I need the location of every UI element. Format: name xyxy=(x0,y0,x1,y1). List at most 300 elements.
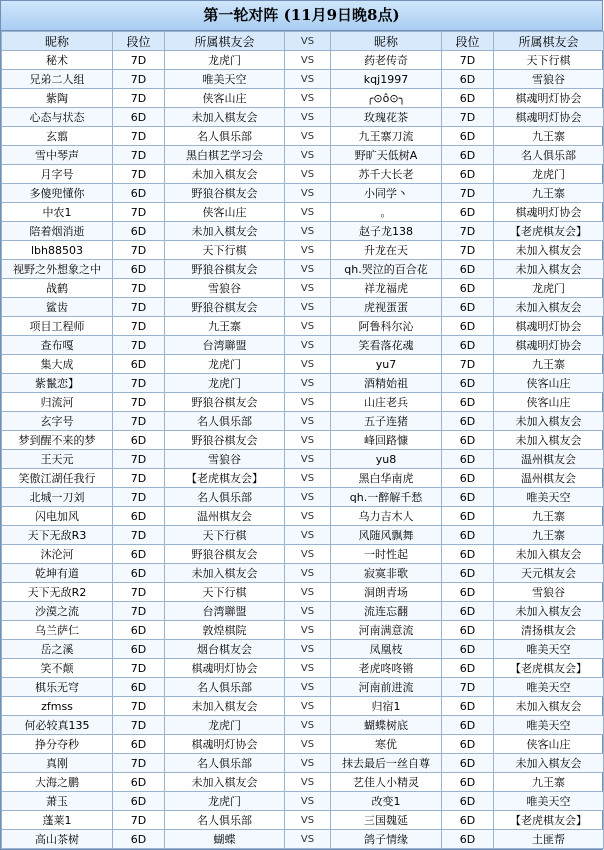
rank-b-cell: 6D xyxy=(442,735,494,754)
nickname-b-cell: 寂寞非歌 xyxy=(331,564,442,583)
header-rank-b: 段位 xyxy=(442,32,494,51)
nickname-a-cell: zfmss xyxy=(2,697,113,716)
club-b-cell: 未加入棋友会 xyxy=(494,602,604,621)
rank-a-cell: 6D xyxy=(113,792,165,811)
vs-cell: VS xyxy=(285,146,331,165)
club-b-cell: 未加入棋友会 xyxy=(494,545,604,564)
club-b-cell: 棋魂明灯协会 xyxy=(494,336,604,355)
vs-cell: VS xyxy=(285,792,331,811)
club-a-cell: 名人俱乐部 xyxy=(165,127,285,146)
rank-a-cell: 7D xyxy=(113,469,165,488)
table-row xyxy=(2,393,604,412)
club-b-cell: 【老虎棋友会】 xyxy=(494,659,604,678)
vs-cell: VS xyxy=(285,279,331,298)
nickname-b-cell: 野旷天低树A xyxy=(331,146,442,165)
rank-a-cell: 7D xyxy=(113,659,165,678)
nickname-b-cell: kqj1997 xyxy=(331,70,442,89)
club-b-cell: 棋魂明灯协会 xyxy=(494,108,604,127)
rank-b-cell: 6D xyxy=(442,260,494,279)
rank-b-cell: 6D xyxy=(442,374,494,393)
club-a-cell: 名人俱乐部 xyxy=(165,678,285,697)
club-b-cell: 棋魂明灯协会 xyxy=(494,203,604,222)
table-row xyxy=(2,431,604,450)
vs-cell: VS xyxy=(285,659,331,678)
rank-b-cell: 7D xyxy=(442,184,494,203)
rank-a-cell: 7D xyxy=(113,70,165,89)
nickname-a-cell: 玄字号 xyxy=(2,412,113,431)
nickname-b-cell: 黑白华南虎 xyxy=(331,469,442,488)
rank-a-cell: 7D xyxy=(113,488,165,507)
club-a-cell: 天下行棋 xyxy=(165,526,285,545)
vs-cell: VS xyxy=(285,697,331,716)
club-a-cell: 天下行棋 xyxy=(165,583,285,602)
vs-cell: VS xyxy=(285,89,331,108)
table-row xyxy=(2,640,604,659)
header-row xyxy=(2,32,604,51)
rank-a-cell: 6D xyxy=(113,678,165,697)
nickname-b-cell: 三国魏延 xyxy=(331,811,442,830)
table-row xyxy=(2,298,604,317)
table-row xyxy=(2,108,604,127)
nickname-a-cell: 笑傲江湖任我行 xyxy=(2,469,113,488)
nickname-b-cell: 阿鲁科尔沁 xyxy=(331,317,442,336)
rank-a-cell: 6D xyxy=(113,564,165,583)
club-b-cell: 九王寨 xyxy=(494,773,604,792)
club-a-cell: 九王寨 xyxy=(165,317,285,336)
club-a-cell: 烟台棋友会 xyxy=(165,640,285,659)
rank-b-cell: 6D xyxy=(442,659,494,678)
club-a-cell: 未加入棋友会 xyxy=(165,222,285,241)
header-club-a: 所属棋友会 xyxy=(165,32,285,51)
nickname-b-cell: 洞朗青场 xyxy=(331,583,442,602)
nickname-a-cell: 中农1 xyxy=(2,203,113,222)
page-title: 第一轮对阵 (11月9日晚8点) xyxy=(1,1,602,31)
vs-cell: VS xyxy=(285,355,331,374)
rank-a-cell: 7D xyxy=(113,127,165,146)
club-a-cell: 雪狼谷 xyxy=(165,279,285,298)
club-b-cell: 【老虎棋友会】 xyxy=(494,811,604,830)
rank-a-cell: 6D xyxy=(113,184,165,203)
club-b-cell: 棋魂明灯协会 xyxy=(494,317,604,336)
rank-a-cell: 7D xyxy=(113,583,165,602)
nickname-b-cell: 祥龙福虎 xyxy=(331,279,442,298)
club-b-cell: 侠客山庄 xyxy=(494,393,604,412)
club-b-cell: 温州棋友会 xyxy=(494,469,604,488)
nickname-b-cell: 五子连猪 xyxy=(331,412,442,431)
table-row xyxy=(2,583,604,602)
club-a-cell: 名人俱乐部 xyxy=(165,754,285,773)
nickname-a-cell: lbh88503 xyxy=(2,241,113,260)
vs-cell: VS xyxy=(285,393,331,412)
nickname-a-cell: 查布嘎 xyxy=(2,336,113,355)
nickname-b-cell: 山庄老兵 xyxy=(331,393,442,412)
rank-b-cell: 6D xyxy=(442,830,494,849)
nickname-b-cell: 改变1 xyxy=(331,792,442,811)
rank-b-cell: 6D xyxy=(442,469,494,488)
club-b-cell: 未加入棋友会 xyxy=(494,431,604,450)
club-a-cell: 侠客山庄 xyxy=(165,203,285,222)
nickname-b-cell: 鸽子情缘 xyxy=(331,830,442,849)
rank-a-cell: 6D xyxy=(113,260,165,279)
vs-cell: VS xyxy=(285,488,331,507)
vs-cell: VS xyxy=(285,51,331,70)
vs-cell: VS xyxy=(285,336,331,355)
header-club-b: 所属棋友会 xyxy=(494,32,604,51)
table-row xyxy=(2,70,604,89)
vs-cell: VS xyxy=(285,70,331,89)
header-nickname-a: 昵称 xyxy=(2,32,113,51)
table-row xyxy=(2,507,604,526)
vs-cell: VS xyxy=(285,203,331,222)
table-row xyxy=(2,792,604,811)
table-row xyxy=(2,260,604,279)
rank-a-cell: 7D xyxy=(113,754,165,773)
table-row xyxy=(2,735,604,754)
rank-a-cell: 6D xyxy=(113,108,165,127)
nickname-a-cell: 梦到醒不来的梦 xyxy=(2,431,113,450)
nickname-a-cell: 项目工程师 xyxy=(2,317,113,336)
table-row xyxy=(2,165,604,184)
club-a-cell: 唯美天空 xyxy=(165,70,285,89)
club-a-cell: 未加入棋友会 xyxy=(165,697,285,716)
table-row xyxy=(2,564,604,583)
nickname-a-cell: 北城一刀刘 xyxy=(2,488,113,507)
pairings-body xyxy=(2,51,604,849)
rank-a-cell: 7D xyxy=(113,412,165,431)
rank-b-cell: 6D xyxy=(442,279,494,298)
nickname-b-cell: 风随风飘舞 xyxy=(331,526,442,545)
table-row xyxy=(2,336,604,355)
vs-cell: VS xyxy=(285,621,331,640)
nickname-b-cell: 赵子龙138 xyxy=(331,222,442,241)
rank-a-cell: 6D xyxy=(113,773,165,792)
club-a-cell: 野狼谷棋友会 xyxy=(165,260,285,279)
club-a-cell: 雪狼谷 xyxy=(165,450,285,469)
rank-b-cell: 7D xyxy=(442,355,494,374)
club-a-cell: 台湾聯盟 xyxy=(165,336,285,355)
vs-cell: VS xyxy=(285,450,331,469)
rank-b-cell: 6D xyxy=(442,298,494,317)
club-b-cell: 唯美天空 xyxy=(494,716,604,735)
rank-a-cell: 7D xyxy=(113,697,165,716)
club-b-cell: 未加入棋友会 xyxy=(494,697,604,716)
nickname-b-cell: 峰回路慷 xyxy=(331,431,442,450)
club-a-cell: 野狼谷棋友会 xyxy=(165,184,285,203)
vs-cell: VS xyxy=(285,108,331,127)
vs-cell: VS xyxy=(285,602,331,621)
nickname-b-cell: 笑看落花魂 xyxy=(331,336,442,355)
club-b-cell: 未加入棋友会 xyxy=(494,412,604,431)
nickname-b-cell: 玫瑰花茶 xyxy=(331,108,442,127)
nickname-b-cell: 苏千大长老 xyxy=(331,165,442,184)
nickname-b-cell: 。 xyxy=(331,203,442,222)
club-b-cell: 天元棋友会 xyxy=(494,564,604,583)
table-row xyxy=(2,279,604,298)
rank-b-cell: 6D xyxy=(442,393,494,412)
vs-cell: VS xyxy=(285,412,331,431)
club-b-cell: 未加入棋友会 xyxy=(494,298,604,317)
nickname-a-cell: 视野之外想象之中 xyxy=(2,260,113,279)
rank-a-cell: 7D xyxy=(113,89,165,108)
club-b-cell: 龙虎门 xyxy=(494,165,604,184)
club-a-cell: 未加入棋友会 xyxy=(165,773,285,792)
vs-cell: VS xyxy=(285,374,331,393)
rank-b-cell: 6D xyxy=(442,165,494,184)
vs-cell: VS xyxy=(285,754,331,773)
table-row xyxy=(2,146,604,165)
rank-b-cell: 7D xyxy=(442,678,494,697)
table-row xyxy=(2,203,604,222)
rank-b-cell: 6D xyxy=(442,146,494,165)
vs-cell: VS xyxy=(285,716,331,735)
nickname-a-cell: 秘术 xyxy=(2,51,113,70)
club-b-cell: 九王寨 xyxy=(494,507,604,526)
rank-b-cell: 7D xyxy=(442,241,494,260)
vs-cell: VS xyxy=(285,127,331,146)
club-b-cell: 名人俱乐部 xyxy=(494,146,604,165)
nickname-b-cell: 流连忘翻 xyxy=(331,602,442,621)
club-b-cell: 唯美天空 xyxy=(494,792,604,811)
vs-cell: VS xyxy=(285,260,331,279)
nickname-a-cell: 乌兰萨仁 xyxy=(2,621,113,640)
table-row xyxy=(2,621,604,640)
club-b-cell: 天下行棋 xyxy=(494,51,604,70)
rank-b-cell: 6D xyxy=(442,450,494,469)
club-b-cell: 九王寨 xyxy=(494,355,604,374)
table-row xyxy=(2,127,604,146)
nickname-b-cell: 凤凰枝 xyxy=(331,640,442,659)
club-a-cell: 棋魂明灯协会 xyxy=(165,735,285,754)
club-a-cell: 【老虎棋友会】 xyxy=(165,469,285,488)
rank-a-cell: 7D xyxy=(113,374,165,393)
rank-b-cell: 6D xyxy=(442,336,494,355)
vs-cell: VS xyxy=(285,184,331,203)
nickname-a-cell: 乾坤有道 xyxy=(2,564,113,583)
club-b-cell: 雪狼谷 xyxy=(494,583,604,602)
header-vs: VS xyxy=(285,32,331,51)
table-row xyxy=(2,526,604,545)
nickname-a-cell: 沙漠之流 xyxy=(2,602,113,621)
nickname-a-cell: 何必较真135 xyxy=(2,716,113,735)
club-b-cell: 棋魂明灯协会 xyxy=(494,89,604,108)
table-row xyxy=(2,488,604,507)
nickname-b-cell: 河南满意流 xyxy=(331,621,442,640)
rank-a-cell: 6D xyxy=(113,621,165,640)
nickname-b-cell: 乌力吉木人 xyxy=(331,507,442,526)
nickname-a-cell: 笑不颠 xyxy=(2,659,113,678)
rank-b-cell: 6D xyxy=(442,583,494,602)
pairings-table xyxy=(1,31,604,849)
club-a-cell: 野狼谷棋友会 xyxy=(165,393,285,412)
nickname-a-cell: 玄翦 xyxy=(2,127,113,146)
nickname-a-cell: 心态与状态 xyxy=(2,108,113,127)
club-b-cell: 九王寨 xyxy=(494,127,604,146)
table-row xyxy=(2,355,604,374)
nickname-a-cell: 兄弟二人组 xyxy=(2,70,113,89)
nickname-a-cell: 多傻兜懂你 xyxy=(2,184,113,203)
club-a-cell: 未加入棋友会 xyxy=(165,564,285,583)
nickname-b-cell: 河南前进流 xyxy=(331,678,442,697)
vs-cell: VS xyxy=(285,222,331,241)
vs-cell: VS xyxy=(285,507,331,526)
vs-cell: VS xyxy=(285,773,331,792)
club-b-cell: 未加入棋友会 xyxy=(494,241,604,260)
nickname-b-cell: 药老传奇 xyxy=(331,51,442,70)
vs-cell: VS xyxy=(285,317,331,336)
rank-a-cell: 6D xyxy=(113,431,165,450)
club-b-cell: 清扬棋友会 xyxy=(494,621,604,640)
club-a-cell: 野狼谷棋友会 xyxy=(165,431,285,450)
rank-b-cell: 6D xyxy=(442,792,494,811)
nickname-a-cell: 雪中琴声 xyxy=(2,146,113,165)
rank-b-cell: 6D xyxy=(442,621,494,640)
club-a-cell: 龙虎门 xyxy=(165,792,285,811)
club-b-cell: 唯美天空 xyxy=(494,640,604,659)
club-b-cell: 【老虎棋友会】 xyxy=(494,222,604,241)
rank-a-cell: 7D xyxy=(113,526,165,545)
table-row xyxy=(2,51,604,70)
rank-a-cell: 6D xyxy=(113,222,165,241)
table-row xyxy=(2,184,604,203)
nickname-a-cell: 陪着烟消逝 xyxy=(2,222,113,241)
nickname-b-cell: 升龙在天 xyxy=(331,241,442,260)
club-a-cell: 名人俱乐部 xyxy=(165,811,285,830)
rank-a-cell: 7D xyxy=(113,298,165,317)
club-a-cell: 龙虎门 xyxy=(165,374,285,393)
rank-b-cell: 6D xyxy=(442,526,494,545)
nickname-a-cell: 王天元 xyxy=(2,450,113,469)
vs-cell: VS xyxy=(285,469,331,488)
nickname-b-cell: 蝴蝶树底 xyxy=(331,716,442,735)
club-b-cell: 侠客山庄 xyxy=(494,735,604,754)
vs-cell: VS xyxy=(285,298,331,317)
nickname-a-cell: 闪电加风 xyxy=(2,507,113,526)
table-row xyxy=(2,716,604,735)
club-a-cell: 名人俱乐部 xyxy=(165,488,285,507)
club-a-cell: 敦煌棋院 xyxy=(165,621,285,640)
club-a-cell: 野狼谷棋友会 xyxy=(165,545,285,564)
table-row xyxy=(2,545,604,564)
club-a-cell: 台湾聯盟 xyxy=(165,602,285,621)
club-a-cell: 名人俱乐部 xyxy=(165,412,285,431)
club-a-cell: 天下行棋 xyxy=(165,241,285,260)
rank-b-cell: 6D xyxy=(442,773,494,792)
rank-a-cell: 7D xyxy=(113,317,165,336)
table-row xyxy=(2,222,604,241)
rank-b-cell: 6D xyxy=(442,640,494,659)
rank-b-cell: 6D xyxy=(442,716,494,735)
nickname-b-cell: 酒精始祖 xyxy=(331,374,442,393)
club-b-cell: 温州棋友会 xyxy=(494,450,604,469)
nickname-b-cell: 小同学丶 xyxy=(331,184,442,203)
rank-b-cell: 6D xyxy=(442,602,494,621)
club-a-cell: 野狼谷棋友会 xyxy=(165,298,285,317)
rank-a-cell: 6D xyxy=(113,640,165,659)
nickname-a-cell: 月字号 xyxy=(2,165,113,184)
table-row xyxy=(2,317,604,336)
rank-b-cell: 6D xyxy=(442,317,494,336)
nickname-a-cell: 集大成 xyxy=(2,355,113,374)
club-a-cell: 未加入棋友会 xyxy=(165,108,285,127)
rank-b-cell: 6D xyxy=(442,564,494,583)
vs-cell: VS xyxy=(285,241,331,260)
rank-a-cell: 7D xyxy=(113,716,165,735)
table-row xyxy=(2,659,604,678)
nickname-b-cell: 虎视蛋蛋 xyxy=(331,298,442,317)
nickname-a-cell: 大海之鹏 xyxy=(2,773,113,792)
vs-cell: VS xyxy=(285,545,331,564)
nickname-a-cell: 高山茶树 xyxy=(2,830,113,849)
table-row xyxy=(2,602,604,621)
nickname-b-cell: 抹去最后一丝自尊 xyxy=(331,754,442,773)
table-row xyxy=(2,697,604,716)
vs-cell: VS xyxy=(285,640,331,659)
rank-a-cell: 6D xyxy=(113,355,165,374)
club-a-cell: 蝴蝶 xyxy=(165,830,285,849)
rank-a-cell: 7D xyxy=(113,602,165,621)
nickname-a-cell: 萧玉 xyxy=(2,792,113,811)
nickname-b-cell: qh.哭泣的百合花 xyxy=(331,260,442,279)
nickname-a-cell: 沐沦河 xyxy=(2,545,113,564)
vs-cell: VS xyxy=(285,564,331,583)
rank-a-cell: 7D xyxy=(113,336,165,355)
rank-a-cell: 6D xyxy=(113,545,165,564)
table-row xyxy=(2,374,604,393)
table-row xyxy=(2,89,604,108)
nickname-a-cell: 鲨齿 xyxy=(2,298,113,317)
club-b-cell: 未加入棋友会 xyxy=(494,754,604,773)
club-a-cell: 温州棋友会 xyxy=(165,507,285,526)
rank-a-cell: 6D xyxy=(113,507,165,526)
rank-b-cell: 6D xyxy=(442,431,494,450)
rank-b-cell: 6D xyxy=(442,754,494,773)
rank-a-cell: 7D xyxy=(113,279,165,298)
nickname-b-cell: 一时性起 xyxy=(331,545,442,564)
table-row xyxy=(2,241,604,260)
nickname-a-cell: 天下无敌R3 xyxy=(2,526,113,545)
nickname-a-cell: 棋乐无穹 xyxy=(2,678,113,697)
nickname-b-cell: 艺佳人小精灵 xyxy=(331,773,442,792)
nickname-a-cell: 真刚 xyxy=(2,754,113,773)
table-row xyxy=(2,830,604,849)
nickname-b-cell: 寒优 xyxy=(331,735,442,754)
rank-b-cell: 6D xyxy=(442,70,494,89)
vs-cell: VS xyxy=(285,526,331,545)
rank-b-cell: 6D xyxy=(442,697,494,716)
nickname-b-cell: yu7 xyxy=(331,355,442,374)
table-row xyxy=(2,412,604,431)
nickname-a-cell: 岳之溪 xyxy=(2,640,113,659)
rank-b-cell: 6D xyxy=(442,412,494,431)
nickname-b-cell: 归宿1 xyxy=(331,697,442,716)
club-b-cell: 雪狼谷 xyxy=(494,70,604,89)
nickname-a-cell: 归流河 xyxy=(2,393,113,412)
rank-b-cell: 6D xyxy=(442,811,494,830)
nickname-a-cell: 战鹤 xyxy=(2,279,113,298)
nickname-b-cell: yu8 xyxy=(331,450,442,469)
rank-a-cell: 7D xyxy=(113,165,165,184)
header-nickname-b: 昵称 xyxy=(331,32,442,51)
rank-a-cell: 6D xyxy=(113,830,165,849)
table-row xyxy=(2,811,604,830)
nickname-a-cell: 天下无敌R2 xyxy=(2,583,113,602)
nickname-b-cell: qh.一醉解千愁 xyxy=(331,488,442,507)
club-b-cell: 土匪帮 xyxy=(494,830,604,849)
rank-b-cell: 6D xyxy=(442,127,494,146)
club-a-cell: 龙虎门 xyxy=(165,716,285,735)
club-b-cell: 九王寨 xyxy=(494,526,604,545)
nickname-a-cell: 紫陶 xyxy=(2,89,113,108)
